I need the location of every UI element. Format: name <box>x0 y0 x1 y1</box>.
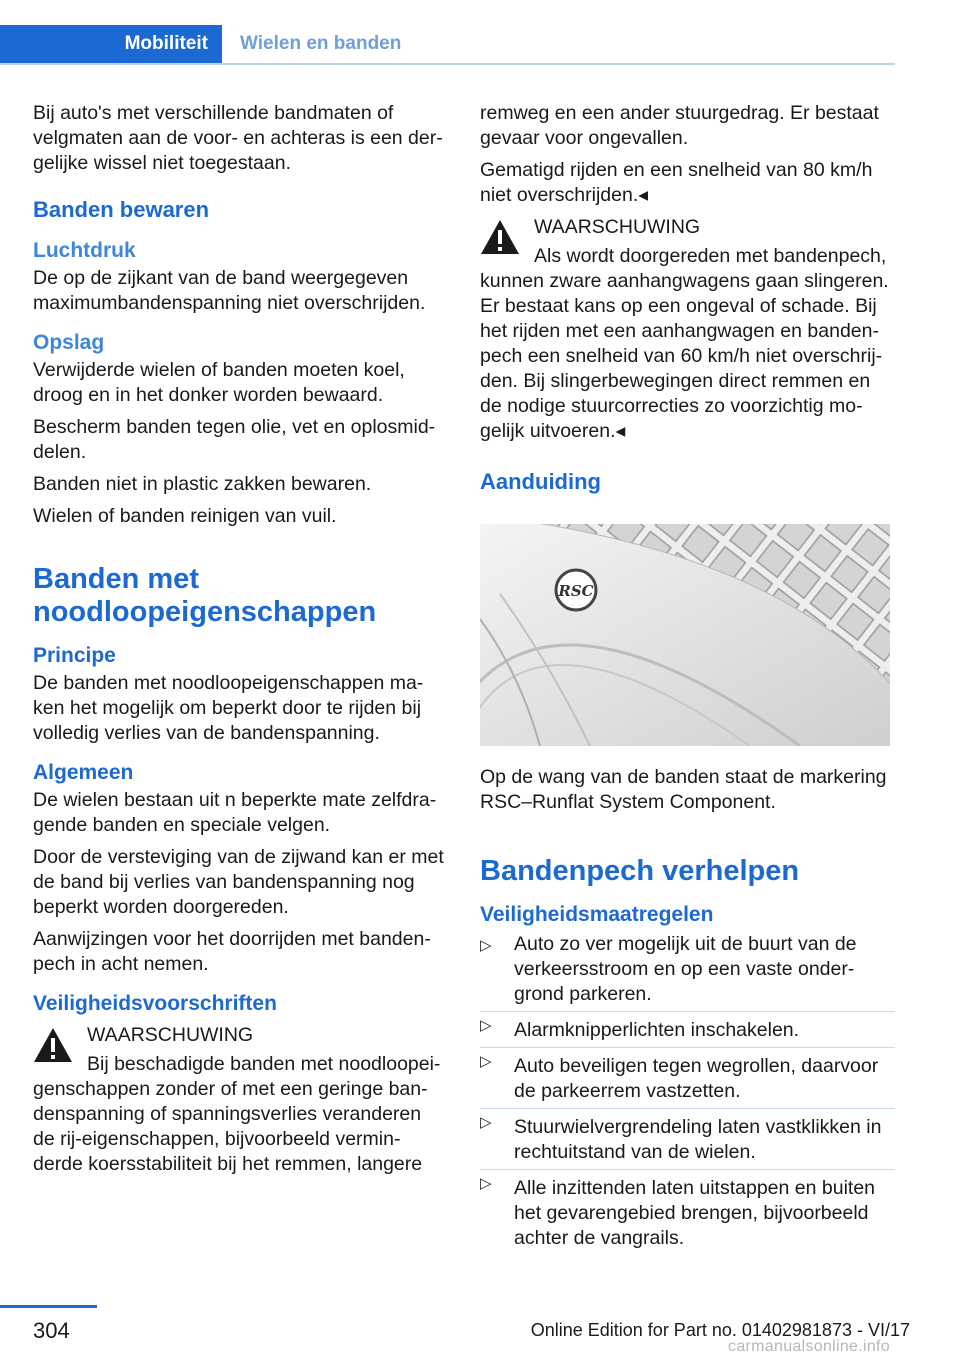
bullet-triangle-icon: ▷ <box>480 937 492 954</box>
bullet-triangle-icon: ▷ <box>480 1114 492 1131</box>
paragraph: Wielen of banden reinigen van vuil. <box>33 505 337 527</box>
bullet-triangle-icon: ▷ <box>480 1017 492 1034</box>
heading-veiligheidsmaatregelen: Veiligheidsmaatregelen <box>480 903 714 926</box>
figure-caption: Op de wang van de banden staat de markering RSC–Runflat System Component. <box>480 766 887 813</box>
paragraph: Bescherm banden tegen olie, vet en oplosmid‐ delen. <box>33 416 436 463</box>
heading-banden-bewaren: Banden bewaren <box>33 197 210 222</box>
list-item <box>480 1108 895 1165</box>
header-tabbar <box>0 25 895 65</box>
list-item-text: Auto beveiligen tegen wegrollen, daarvoor de parkeerrem vastzetten. <box>514 1055 879 1102</box>
rsc-tire-illustration <box>480 524 890 746</box>
heading-principe: Principe <box>33 644 116 667</box>
list-item-text: Stuurwielvergrendeling laten vastklikken in rechtuitstand van de wielen. <box>514 1116 882 1163</box>
warning-triangle-icon <box>480 219 520 255</box>
paragraph: De banden met noodloopeigenschappen ma‐ ken het mogelijk om beperkt door te rijden bij volledig verlies van de bandenspanning. <box>33 672 424 744</box>
heading-bandenpech-verhelpen: Bandenpech verhelpen <box>480 855 800 887</box>
warning-text: Bij beschadigde banden met noodloopei‐ genschappen zonder of met een geringe ban‐ denspanning of spanningsverlies veranderen de rij-eigenschappen, bijvoorbeeld vermin‐ derde koersstabiliteit bij het remmen, langere <box>33 1053 441 1175</box>
list-item <box>480 1011 895 1043</box>
list-item-text: Alarmknipperlichten inschakelen. <box>514 1019 800 1041</box>
bullet-triangle-icon: ▷ <box>480 1053 492 1070</box>
paragraph: Banden niet in plastic zakken bewaren. <box>33 473 372 495</box>
warning-title: WAARSCHUWING <box>534 216 701 238</box>
tab-mobiliteit[interactable]: Mobiliteit <box>0 25 222 63</box>
paragraph: De op de zijkant van de band weergegeven maximumbandenspanning niet overschrijden. <box>33 267 426 314</box>
page-number: 304 <box>33 1318 70 1343</box>
paragraph: Door de versteviging van de zijwand kan er met de band bij verlies van bandenspanning nog beperkt worden doorgereden. <box>33 846 444 918</box>
paragraph: Gematigd rijden en een snelheid van 80 km/h niet overschrijden.◂ <box>480 159 873 206</box>
heading-veiligheidsvoorschriften: Veiligheidsvoorschriften <box>33 992 277 1015</box>
left-column <box>33 101 448 1184</box>
rsc-logo: RSC <box>558 582 594 600</box>
heading-aanduiding: Aanduiding <box>480 469 601 494</box>
heading-algemeen: Algemeen <box>33 761 134 784</box>
heading-opslag: Opslag <box>33 331 105 354</box>
bullet-triangle-icon: ▷ <box>480 1175 492 1192</box>
right-column <box>480 101 895 1255</box>
heading-banden-met-noodloop: Banden met noodloopeigenschappen <box>33 563 377 628</box>
list-item <box>480 1047 895 1104</box>
list-item <box>480 932 895 1007</box>
warning-triangle-icon <box>33 1027 73 1063</box>
edition-text: Online Edition for Part no. 01402981873 - VI/17 <box>530 1320 910 1340</box>
safety-measures-list <box>480 932 895 1251</box>
footer-divider <box>0 1305 97 1308</box>
paragraph: remweg en een ander stuurgedrag. Er bestaat gevaar voor ongevallen. <box>480 102 879 149</box>
paragraph: Bij auto's met verschillende bandmaten of velgmaten aan de voor- en achteras is een der‐ gelijke wissel niet toegestaan. <box>33 102 443 174</box>
warning-text: Als wordt doorgereden met bandenpech, kunnen zware aanhangwagens gaan slingeren. Er bestaat kans op een ongeval of schade. Bij het rijden met een aanhangwagen en banden‐ pech een snelheid van 60 km/h niet overschrij‐ den. Bij slingerbewegingen direct remmen en de nodige stuurcorrecties zo voorzichtig mo‐ gelijk uitvoeren.◂ <box>480 245 889 442</box>
list-item-text: Auto zo ver mogelijk uit de buurt van de verkeersstroom en op een vaste onder‐ grond parkeren. <box>514 933 857 1005</box>
paragraph: De wielen bestaan uit n beperkte mate zelfdra‐ gende banden en speciale velgen. <box>33 789 437 836</box>
heading-luchtdruk: Luchtdruk <box>33 239 136 262</box>
paragraph: Aanwijzingen voor het doorrijden met banden‐ pech in acht nemen. <box>33 928 431 975</box>
warning-block <box>480 215 895 444</box>
tab-wielen-en-banden[interactable]: Wielen en banden <box>240 33 402 54</box>
list-item-text: Alle inzittenden laten uitstappen en buiten het gevarengebied brengen, bijvoorbeeld achter de vangrails. <box>514 1177 876 1249</box>
paragraph: Verwijderde wielen of banden moeten koel, droog en in het donker worden bewaard. <box>33 359 405 406</box>
list-item <box>480 1169 895 1251</box>
warning-title: WAARSCHUWING <box>87 1024 254 1046</box>
warning-block <box>33 1023 448 1177</box>
watermark: carmanualsonline.info <box>728 1338 890 1355</box>
